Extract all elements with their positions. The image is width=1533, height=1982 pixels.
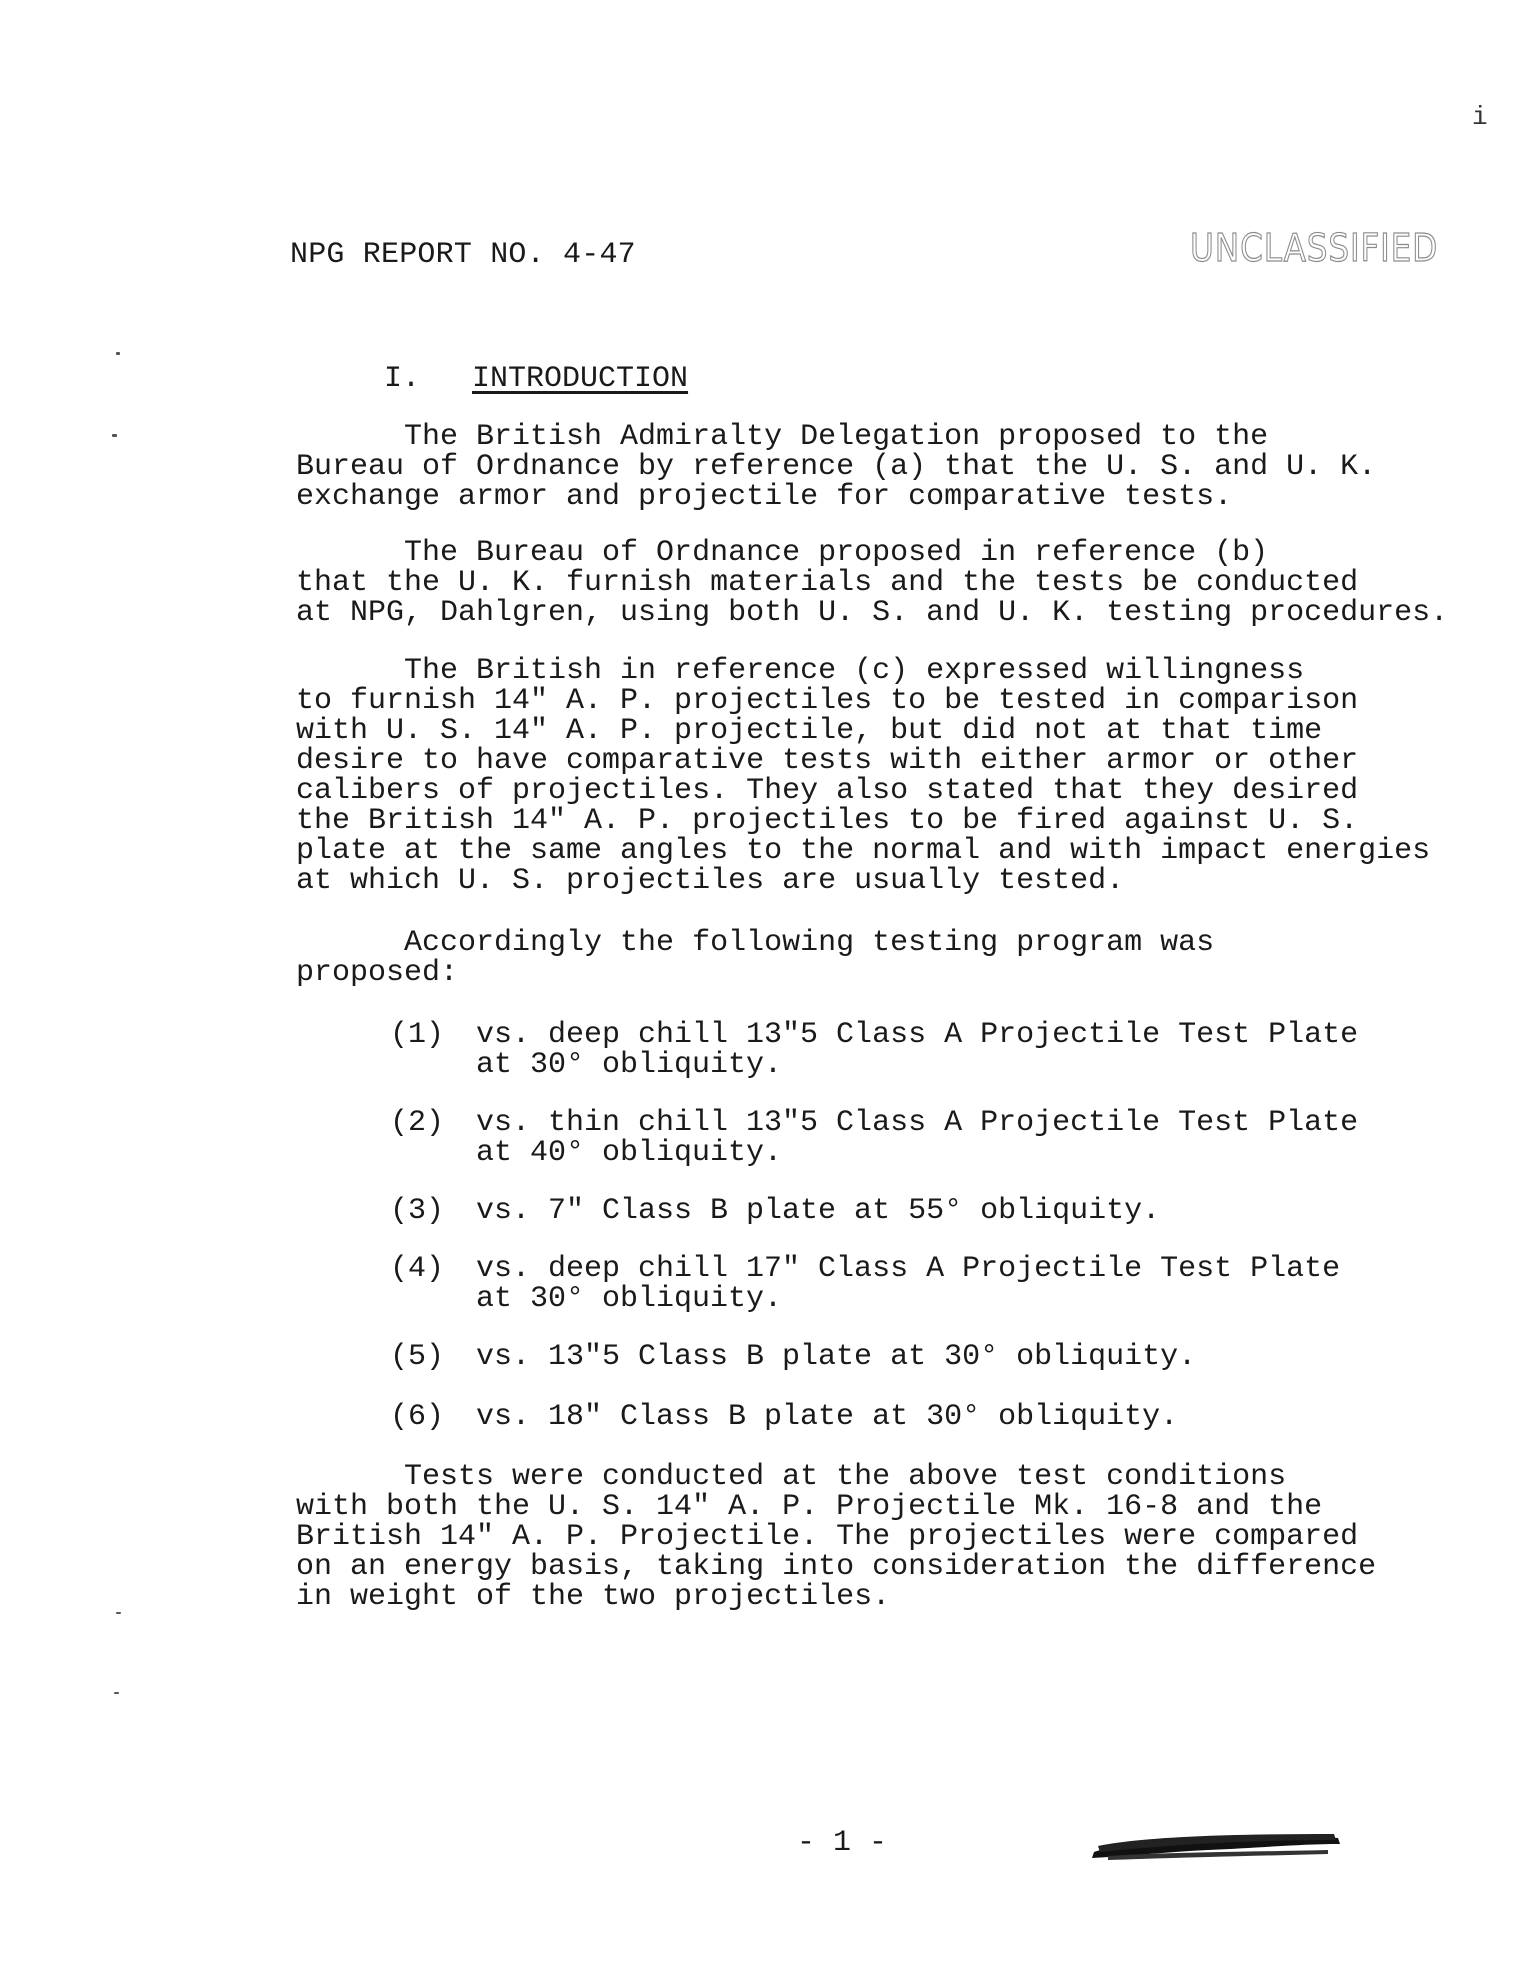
scan-speck xyxy=(112,434,117,437)
paragraph-line: in weight of the two projectiles. xyxy=(296,1580,891,1614)
paragraph-line: British 14" A. P. Projectile. The projectiles were compared xyxy=(296,1520,1359,1554)
paragraph-line: desire to have comparative tests with either armor or other xyxy=(296,744,1359,778)
paragraph-line: on an energy basis, taking into consideration the difference xyxy=(296,1550,1377,1584)
report-number: NPG REPORT NO. 4-47 xyxy=(290,238,636,272)
paragraph-line: The British in reference (c) expressed willingness xyxy=(296,654,1305,688)
paragraph-2 xyxy=(296,538,1448,628)
item-line: vs. deep chill 13"5 Class A Projectile Test Plate xyxy=(476,1018,1359,1052)
item-line: vs. 18" Class B plate at 30° obliquity. xyxy=(476,1400,1179,1434)
item-number: (3) xyxy=(390,1194,445,1228)
paragraph-line: with U. S. 14" A. P. projectile, but did not at that time xyxy=(296,714,1323,748)
paragraph-line: at NPG, Dahlgren, using both U. S. and U. K. testing procedures. xyxy=(296,596,1449,630)
scan-speck xyxy=(116,352,120,355)
item-line: at 30° obliquity. xyxy=(476,1048,783,1082)
scan-speck xyxy=(116,1612,121,1614)
paragraph-line: Tests were conducted at the above test conditions xyxy=(296,1460,1287,1494)
paragraph-line: calibers of projectiles. They also stated that they desired xyxy=(296,774,1359,808)
paragraph-4 xyxy=(296,928,1214,988)
paragraph-line: the British 14" A. P. projectiles to be fired against U. S. xyxy=(296,804,1359,838)
paragraph-line: that the U. K. furnish materials and the tests be conducted xyxy=(296,566,1359,600)
paragraph-closing xyxy=(296,1462,1376,1612)
paragraph-line: The British Admiralty Delegation proposed to the xyxy=(296,420,1269,454)
item-line: vs. 7" Class B plate at 55° obliquity. xyxy=(476,1194,1161,1228)
paragraph-line: Bureau of Ordnance by reference (a) that the U. S. and U. K. xyxy=(296,450,1377,484)
paragraph-line: plate at the same angles to the normal and with impact energies xyxy=(296,834,1431,868)
item-number: (1) xyxy=(390,1018,445,1052)
paragraph-line: The Bureau of Ordnance proposed in reference (b) xyxy=(296,536,1269,570)
corner-mark: i xyxy=(1472,102,1488,132)
paragraph-line: proposed: xyxy=(296,956,459,990)
item-number: (4) xyxy=(390,1252,445,1286)
paragraph-line: exchange armor and projectile for comparative tests. xyxy=(296,480,1233,514)
item-line: at 30° obliquity. xyxy=(476,1282,783,1316)
scan-speck xyxy=(114,1692,119,1694)
item-number: (2) xyxy=(390,1106,445,1140)
paragraph-1 xyxy=(296,422,1376,512)
item-line: at 40° obliquity. xyxy=(476,1136,783,1170)
paragraph-line: Accordingly the following testing program was xyxy=(296,926,1215,960)
item-number: (5) xyxy=(390,1340,445,1374)
item-line: vs. 13"5 Class B plate at 30° obliquity. xyxy=(476,1340,1197,1374)
item-line: vs. deep chill 17" Class A Projectile Test Plate xyxy=(476,1252,1341,1286)
page-number: - 1 - xyxy=(797,1826,888,1860)
section-title: INTRODUCTION xyxy=(472,362,689,396)
unclassified-stamp: UNCLASSIFIED xyxy=(1190,226,1439,270)
item-line: vs. thin chill 13"5 Class A Projectile Test Plate xyxy=(476,1106,1359,1140)
redaction-mark xyxy=(1088,1832,1344,1862)
paragraph-line: with both the U. S. 14" A. P. Projectile Mk. 16-8 and the xyxy=(296,1490,1323,1524)
paragraph-line: to furnish 14" A. P. projectiles to be tested in comparison xyxy=(296,684,1359,718)
item-number: (6) xyxy=(390,1400,445,1434)
paragraph-3 xyxy=(296,656,1430,896)
paragraph-line: at which U. S. projectiles are usually tested. xyxy=(296,864,1125,898)
section-number: I. xyxy=(384,362,421,396)
